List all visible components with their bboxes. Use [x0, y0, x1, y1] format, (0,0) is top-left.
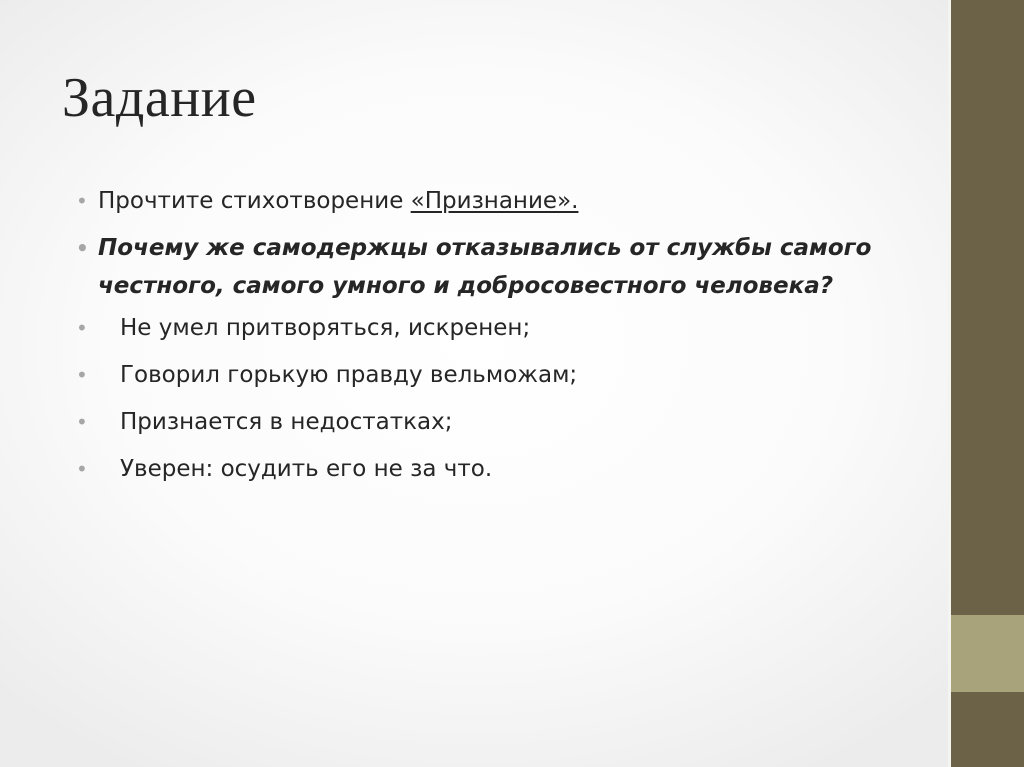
slide-title: Задание: [62, 67, 257, 129]
bullet-item-answer: [76, 309, 926, 347]
bullet-item-answer: [76, 450, 926, 488]
bullet-text: Признается в недостатках;: [120, 409, 453, 435]
bullet-item-answer: [76, 403, 926, 441]
bullet-text: [98, 188, 578, 214]
bullet-marker: •: [76, 316, 88, 340]
bullet-item-read-poem: [76, 182, 926, 220]
poem-link[interactable]: «Признание».: [410, 188, 579, 214]
bullet-list: [76, 182, 926, 497]
bullet-marker: •: [76, 189, 88, 213]
bullet-marker: •: [76, 457, 88, 481]
decorative-sidebar-accent: [948, 615, 1024, 692]
bullet-item-answer: [76, 356, 926, 394]
bullet-text: Уверен: осудить его не за что.: [120, 456, 493, 482]
bullet-item-question: [76, 229, 926, 305]
bullet-marker: •: [76, 410, 88, 434]
bullet-marker: •: [76, 236, 89, 260]
bullet-prefix: Прочтите стихотворение: [98, 188, 411, 214]
bullet-text: Говорил горькую правду вельможам;: [120, 362, 578, 388]
bullet-marker: •: [76, 363, 88, 387]
bullet-text: Почему же самодержцы отказывались от службы самого честного, самого умного и добросовестного человека?: [98, 235, 872, 299]
bullet-text: Не умел притворяться, искренен;: [120, 315, 531, 341]
